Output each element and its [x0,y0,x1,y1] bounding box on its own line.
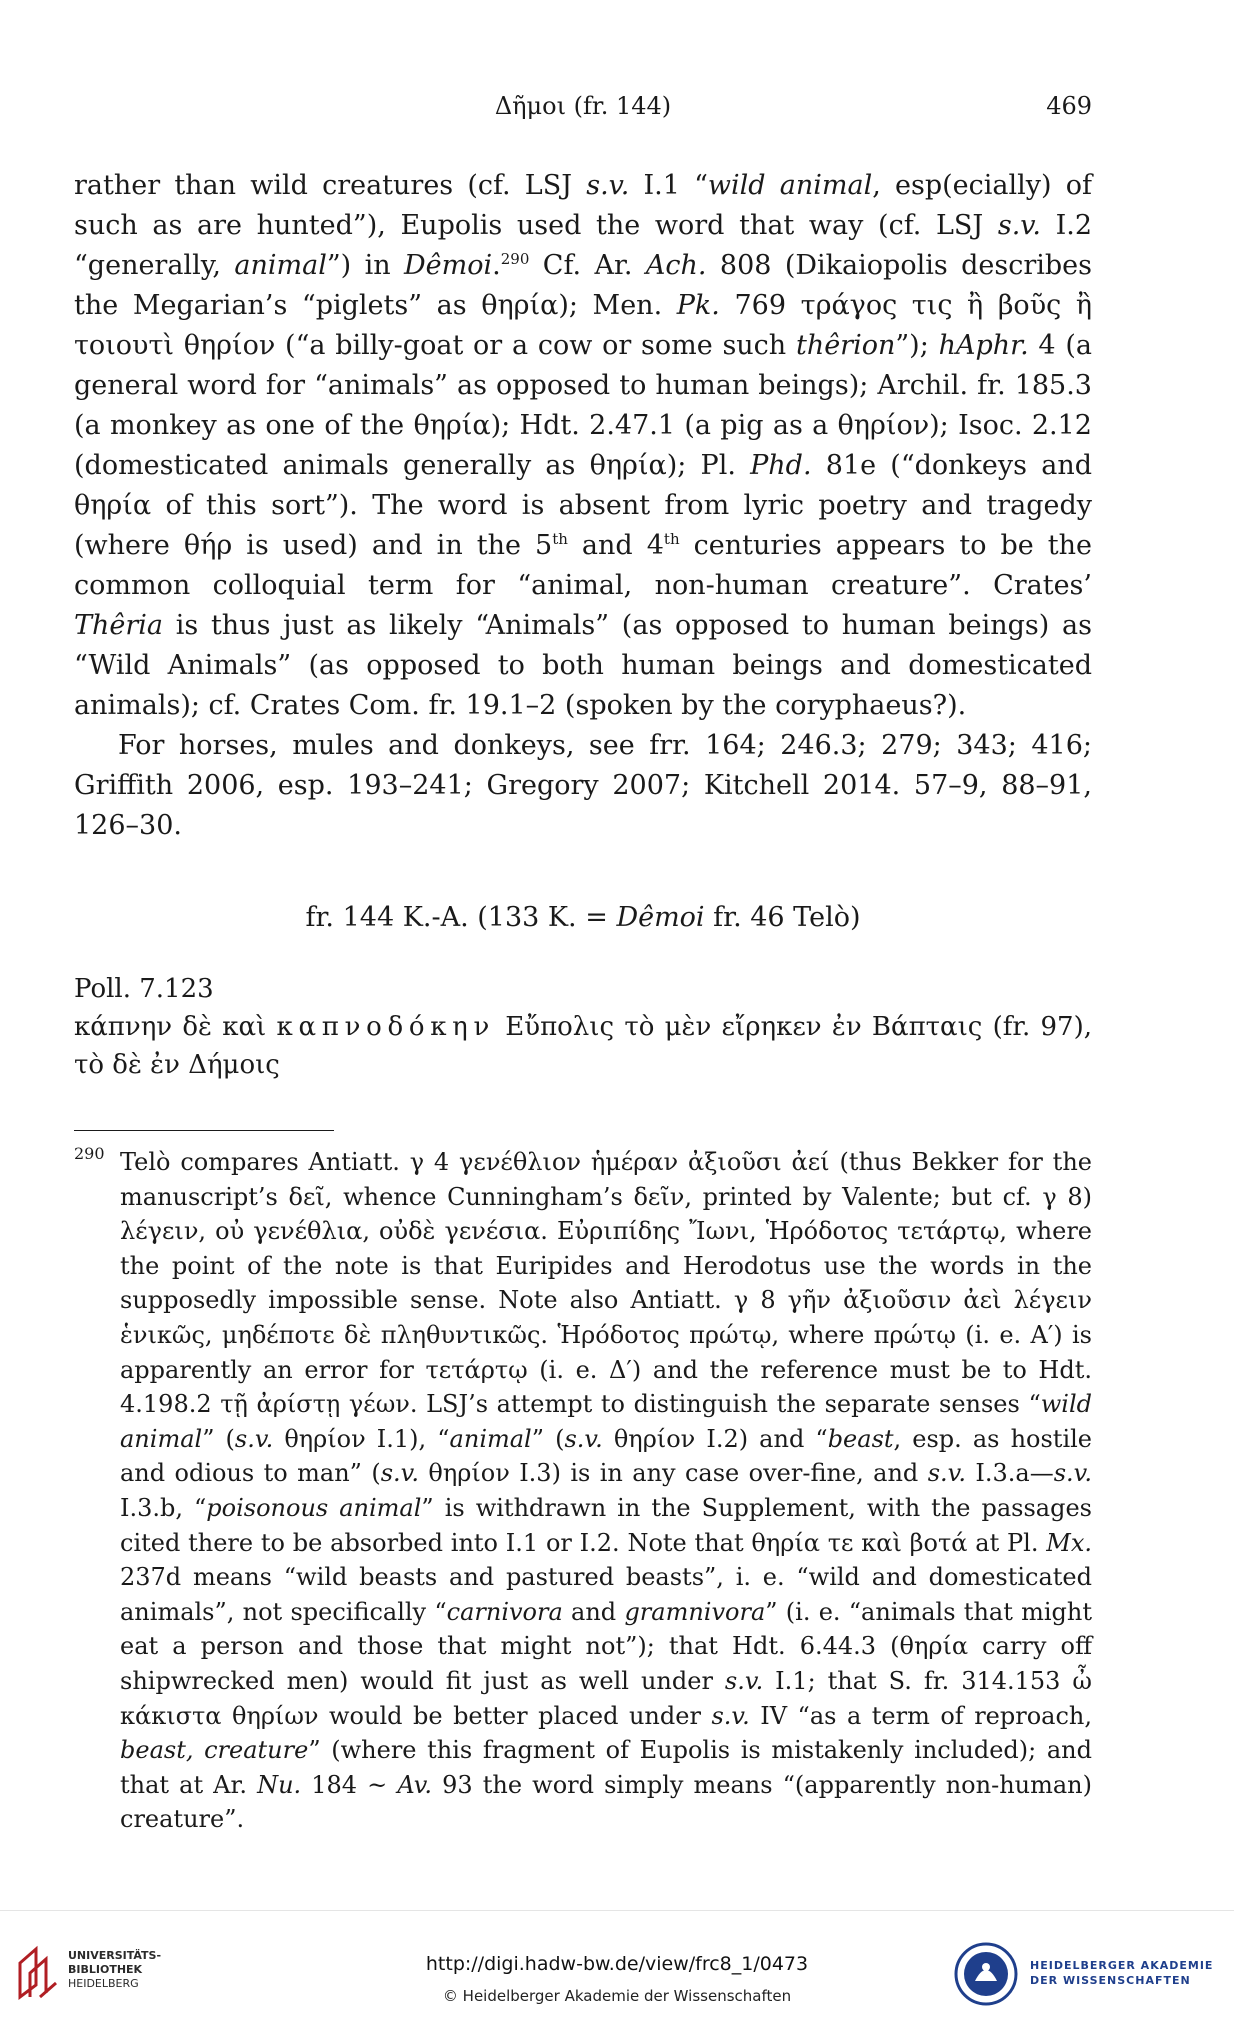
academy-name [1030,1958,1213,1988]
running-head [74,92,1092,126]
greek-fragment-text: κάπνην δὲ καὶ καπνοδόκην Εὔπολις τὸ μὲν εἴρηκεν ἐν Βάπταις (fr. 97), τὸ δὲ ἐν Δήμοις [74,1012,1092,1080]
copyright-notice: © Heidelberger Akademie der Wissenschaften [442,1987,792,2005]
main-text [74,166,1092,1837]
library-line-2: BIBLIOTHEK [68,1963,143,1976]
footnote-290 [74,1145,1092,1837]
viewer-footer [0,1910,1234,2018]
book-page [74,0,1092,1900]
footnote-rule [74,1130,334,1131]
library-line-3: HEIDELBERG [68,1977,139,1990]
paragraph-2: For horses, mules and donkeys, see frr. 164; 246.3; 279; 343; 416; Griffith 2006, esp. 193–241; Gregory 2007; Kitchell 2014. 57–9, 88–91, 126–30. [74,730,1092,841]
library-line-1: UNIVERSITÄTS- [68,1949,162,1962]
fragment-heading: fr. 144 K.-A. (133 K. = Dêmoi fr. 46 Telò) [305,902,861,933]
paragraph-1: rather than wild creatures (cf. LSJ s.v. I.1 “wild animal, esp(ecially) of such as are hunted”), Eupolis used the word that way (cf. LSJ s.v. I.2 “generally, animal”) in Dêmoi.$^{290}$ Cf. Ar. Ach. 808 (Dikaiopolis describes the Megarian’s “piglets” as θηρία); Men. Pk. 769 τράγος τις ἢ βοῦς ἢ τοιουτὶ θηρίον (“a billy-goat or a cow or some such thêrion”); hAphr. 4 (a general word for “animals” as opposed to human beings); Archil. fr. 185.3 (a monkey as one of the θηρία); Hdt. 2.47.1 (a pig as a θηρίον); Isoc. 2.12 (domesticated animals generally as θηρία); Pl. Phd. 81e (“donkeys and θηρία of this sort”). The word is absent from lyric poetry and tragedy (where θήρ is used) and in the 5th and 4th centuries appears to be the common colloquial term for “animal, non-human creature”. Crates’ Thêria is thus just as likely “Animals” (as opposed to human beings) as “Wild Animals” (as opposed to both human beings and domesticated animals); cf. Crates Com. fr. 19.1–2 (spoken by the coryphaeus?). [74,170,1093,721]
academy-line-1: HEIDELBERGER AKADEMIE [1030,1959,1214,1972]
academy-seal-icon [953,1941,1019,2007]
running-head-title: Δῆμοι (fr. 144) [494,92,672,120]
footnote-text: Telò compares Antiatt. γ 4 γενέθλιον ἡμέραν ἀξιοῦσι ἀεί (thus Bekker for the manuscript’s δεῖ, whence Cunningham’s δεῖν, printed by Valente; but cf. γ 8) λέγειν, οὐ γενέθλια, οὐδὲ γενέσια. Εὐριπίδης Ἴωνι, Ἡρόδοτος τετάρτῳ, where the point of the note is that Euripides and Herodotus use the words in the supposedly impossible sense. Note also Antiatt. γ 8 γῆν ἀξιοῦσιν ἀεὶ λέγειν ἑνικῶς, μηδέποτε δὲ πληθυντικῶς. Ἡρόδοτος πρώτῳ, where πρώτῳ (i. e. Α′) is apparently an error for τετάρτῳ (i. e. Δ′) and the reference must be to Hdt. 4.198.2 τῇ ἀρίστῃ γέων. LSJ’s attempt to distinguish the separate senses “wild animal” (s.v. θηρίον I.1), “animal” (s.v. θηρίον I.2) and “beast, esp. as hostile and odious to man” (s.v. θηρίον I.3) is in any case over-fine, and s.v. I.3.a—s.v. I.3.b, “poisonous animal” is withdrawn in the Supplement, with the passages cited there to be absorbed into I.1 or I.2. Note that θηρία τε καὶ βοτά at Pl. Mx. 237d means “wild beasts and pastured beasts”, i. e. “wild and domesticated animals”, not specifically “carnivora and gramnivora” (i. e. “animals that might eat a person and those that might not”); that Hdt. 6.44.3 (θηρία carry off shipwrecked men) would fit just as well under s.v. I.1; that S. fr. 314.153 ὦ κάκιστα θηρίων would be better placed under s.v. IV “as a term of reproach, beast, creature” (where this fragment of Eupolis is mistakenly included); and that at Ar. Nu. 184 ~ Av. 93 the word simply means “(apparently non-human) creature”. [120,1148,1093,1834]
page-url-link[interactable]: http://digi.hadw-bw.de/view/frc8_1/0473 [425,1953,809,1975]
page-number: 469 [1046,92,1092,120]
academy-line-2: DER WISSENSCHAFTEN [1030,1974,1191,1987]
source-reference: Poll. 7.123 [74,974,214,1004]
footnote-number: 290 [74,1144,105,1163]
